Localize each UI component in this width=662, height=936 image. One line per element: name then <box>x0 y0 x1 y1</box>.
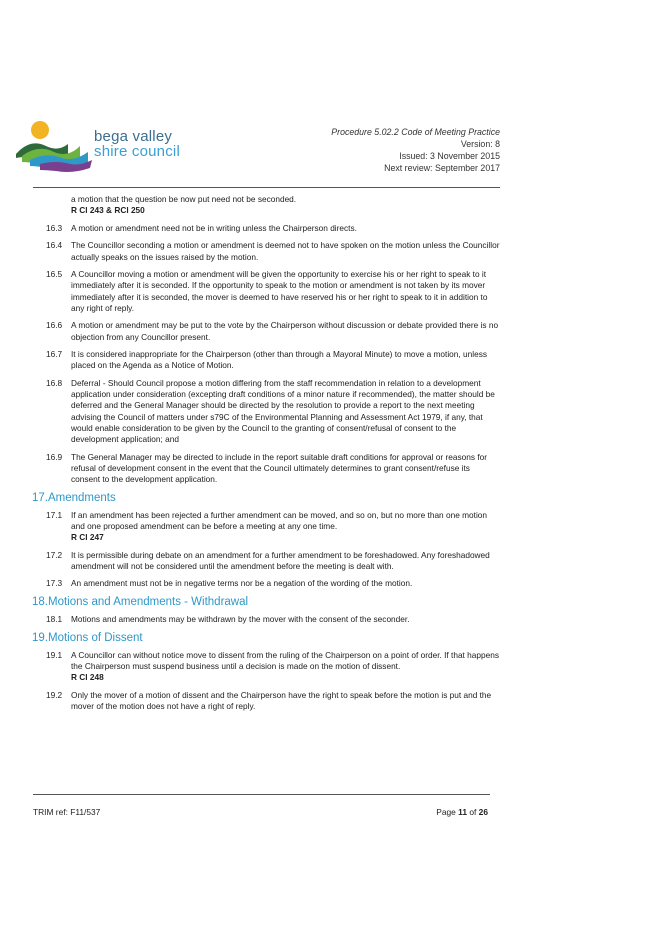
clause-item <box>46 320 500 342</box>
page-header <box>16 112 500 182</box>
document-meta <box>331 126 500 174</box>
page-current: 11 <box>458 807 468 817</box>
clause-number: 17.2 <box>46 549 63 560</box>
clause-text: A Councillor can without notice move to dissent from the ruling of the Chairperson on a point of order. If that happens the Chairperson must suspend business until a decision is made on the motion of dissent. <box>71 649 499 671</box>
clause-body <box>71 378 500 445</box>
hills-logo-icon <box>16 116 96 176</box>
clause-text: It is permissible during debate on an amendment for a further amendment to be foreshadowed. Any foreshadowed amendment will not be considered until the amendment before the meeting is dealt with. <box>71 549 490 571</box>
trim-reference: TRIM ref: F11/537 <box>33 807 101 817</box>
clause-body <box>71 320 500 342</box>
clause-body <box>71 269 500 314</box>
clause-text: The General Manager may be directed to include in the report suitable draft conditions for approval or reasons for refusal of development consent in the event that the Council ultimately determines to grant consent/refuse its consent to the development application. <box>71 451 487 484</box>
clause-number: 16.5 <box>46 269 63 280</box>
clause-item <box>46 650 500 684</box>
clause-text: Deferral - Should Council propose a motion differing from the staff recommendation in relation to a development application under consideration (excepting draft conditions of a minor nature if recommended), the matter should be deferred and the General Manager should be directed by the resolution to provide a report to the next meeting advising the Council of matters under s79C of the Environmental Planning and Assessment Act 1979, if any, that would enable consideration to be given by the Council to the granting of consent/refusal of consent to the development application; and <box>71 377 495 444</box>
section-heading-amendments: 17.Amendments <box>32 491 116 504</box>
clause-body <box>71 349 500 371</box>
clause-text: A motion or amendment may be put to the vote by the Chairperson without discussion or debate provided there is no objection from any Councillor present. <box>71 320 499 342</box>
clause-number: 17.3 <box>46 578 63 589</box>
clause-body <box>71 578 500 589</box>
clause-item <box>46 510 500 544</box>
clause-text: A motion or amendment need not be in writing unless the Chairperson directs. <box>71 222 357 233</box>
page-number <box>436 807 488 817</box>
clause-item <box>46 550 500 572</box>
regulation-ref: R Cl 247 <box>71 532 104 542</box>
clause-number: 16.7 <box>46 349 63 360</box>
clause-item <box>46 240 500 262</box>
clause-body <box>71 452 500 486</box>
clause-item <box>46 378 500 445</box>
clause-body <box>71 550 500 572</box>
council-logo <box>16 116 216 176</box>
clause-body <box>71 650 500 684</box>
clause-list-17 <box>46 510 500 590</box>
clause-list-18 <box>46 614 500 625</box>
page-total: 26 <box>478 807 488 817</box>
document-body <box>32 194 500 718</box>
procedure-title: Procedure 5.02.2 Code of Meeting Practice <box>331 127 500 137</box>
clause-number: 18.1 <box>46 613 63 624</box>
clause-number: 16.8 <box>46 377 63 388</box>
clause-body <box>71 240 500 262</box>
regulation-ref: R Cl 248 <box>71 671 104 682</box>
clause-body <box>71 510 500 544</box>
clause-item <box>46 349 500 371</box>
clause-body <box>71 690 500 712</box>
logo-text-line2: shire council <box>94 143 180 160</box>
issued-date: Issued: 3 November 2015 <box>399 151 500 161</box>
logo-text-line1: bega valley <box>94 128 173 145</box>
clause-item <box>46 690 500 712</box>
page-of: of <box>467 807 479 817</box>
clause-body <box>71 223 500 234</box>
version-label: Version: 8 <box>460 139 500 149</box>
section-heading-dissent: 19.Motions of Dissent <box>32 631 143 644</box>
section-heading-withdrawal: 18.Motions and Amendments - Withdrawal <box>32 595 249 608</box>
clause-number: 16.6 <box>46 320 63 331</box>
clause-list-19 <box>46 650 500 712</box>
clause-item <box>46 452 500 486</box>
clause-text: The Councillor seconding a motion or amendment is deemed not to have spoken on the motion unless the Councillor actually speaks on the issues raised by the motion. <box>71 240 500 262</box>
clause-item <box>46 223 500 234</box>
clause-text: If an amendment has been rejected a further amendment can be moved, and so on, but no more than one motion and one proposed amendment can be before a meeting at any one time. <box>71 509 488 531</box>
clause-number: 16.3 <box>46 222 63 233</box>
clause-text: An amendment must not be in negative terms nor be a negation of the wording of the motion. <box>71 578 413 589</box>
next-review-date: Next review: September 2017 <box>384 163 500 173</box>
regulation-ref: R Cl 243 & RCl 250 <box>71 205 145 216</box>
header-divider <box>33 187 500 188</box>
clause-item <box>46 269 500 314</box>
clause-text: Only the mover of a motion of dissent and the Chairperson have the right to speak before the motion is put and the mover of the motion does not have a right of reply. <box>71 689 492 711</box>
clause-number: 19.2 <box>46 689 63 700</box>
clause-number: 16.4 <box>46 240 63 251</box>
continued-text: a motion that the question be now put need not be seconded. <box>71 194 297 204</box>
clause-text: A Councillor moving a motion or amendment will be given the opportunity to exercise his or her right to speak to it immediately after it is seconded. If the opportunity to speak to the motion or amendment is not taken by its mover immediately after it is seconded, the mover is deemed to have reserved his or her right to speak to it in addition to any right of reply. <box>71 269 488 313</box>
clause-number: 19.1 <box>46 649 63 660</box>
footer-divider <box>33 794 490 795</box>
clause-number: 16.9 <box>46 451 63 462</box>
clause-body <box>71 614 500 625</box>
clause-text: It is considered inappropriate for the Chairperson (other than through a Mayoral Minute) to move a motion, unless placed on the Agenda as a Notice of Motion. <box>71 349 487 371</box>
clause-text: Motions and amendments may be withdrawn by the mover with the consent of the seconder. <box>71 613 410 624</box>
clause-item <box>46 614 500 625</box>
clause-list-16 <box>46 223 500 485</box>
page-prefix: Page <box>436 807 459 817</box>
continued-paragraph <box>71 194 500 216</box>
clause-item <box>46 578 500 589</box>
clause-number: 17.1 <box>46 509 63 520</box>
